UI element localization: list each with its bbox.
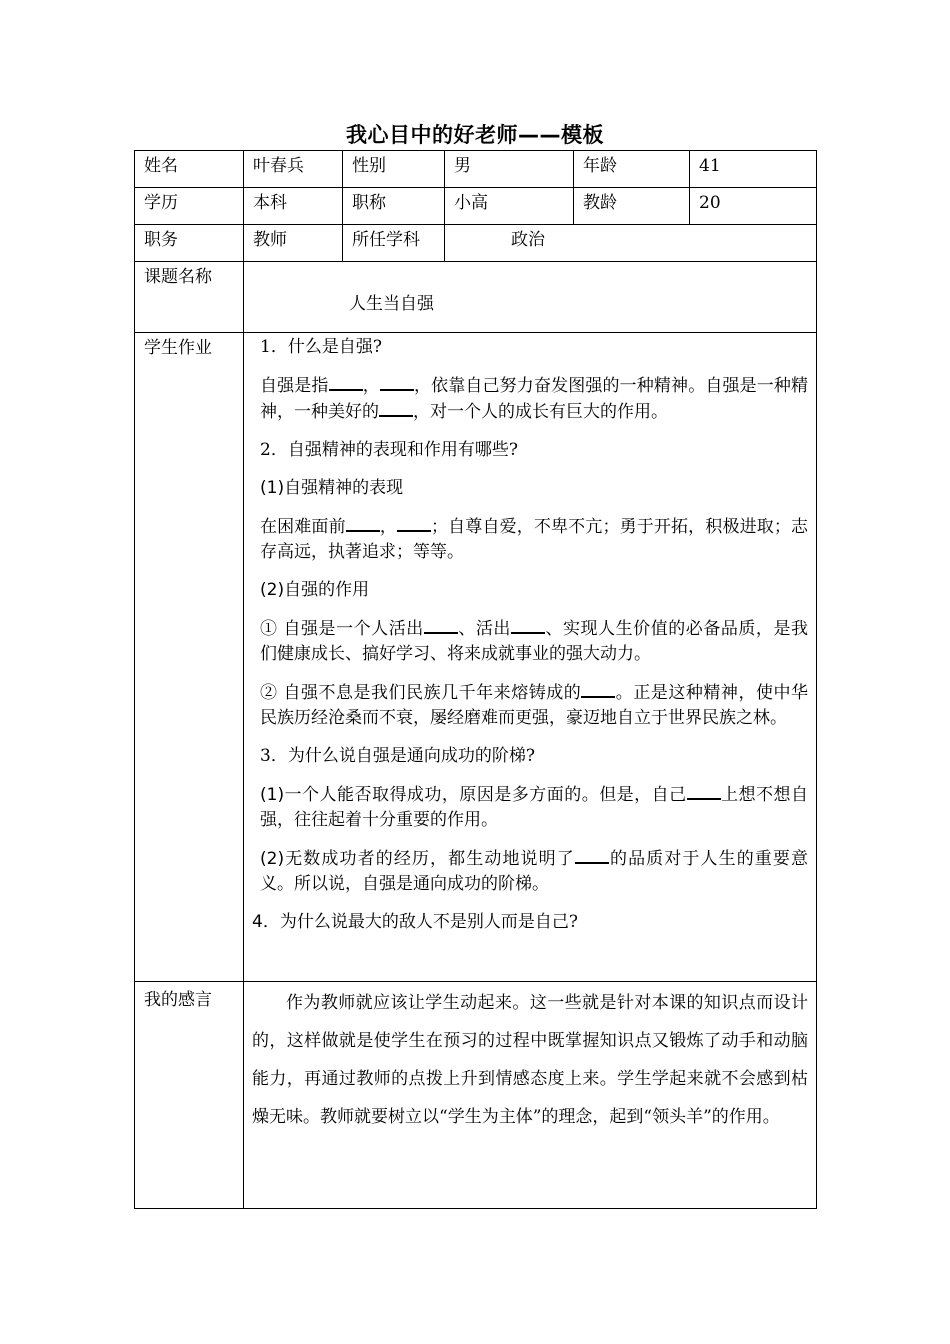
question-4: 4．为什么说最大的敌人不是别人而是自己? (252, 912, 578, 932)
gender-label: 性别 (352, 156, 386, 176)
gender-value: 男 (454, 156, 471, 176)
answer-3-1: (1)一个人能否取得成功，原因是多方面的。但是，自己 上想不想自强，往往起着十分重要的作用。 (252, 782, 808, 833)
table-row (135, 151, 817, 188)
question-1: 1．什么是自强? (260, 337, 382, 357)
teaching-years-label: 教龄 (583, 193, 617, 213)
topic-label: 课题名称 (144, 267, 212, 287)
age-value: 41 (699, 156, 721, 176)
answer-2-2-b: ② 自强不息是我们民族几千年来熔铸成的 。正是这种精神，使中华民族历经沧桑而不衰，屡经磨难而更强，豪迈地自立于世界民族之林。 (252, 680, 808, 731)
subject-label: 所任学科 (352, 230, 420, 250)
teaching-years-value: 20 (699, 193, 721, 213)
answer-2-2-a: ① 自强是一个人活出 、活出 、实现人生价值的必备品质，是我们健康成长、搞好学习、将来成就事业的强大动力。 (252, 616, 808, 667)
feelings-label: 我的感言 (144, 990, 212, 1010)
fill-blank[interactable] (346, 514, 380, 532)
feelings-text: 作为教师就应该让学生动起来。这一些就是针对本课的知识点而设计的，这样做就是使学生在预习的过程中既掌握知识点又锻炼了动手和动脑能力，再通过教师的点拨上升到情感态度上来。学生学起来就不会感到枯燥无味。教师就要树立以“学生为主体”的理念，起到“领头羊”的作用。 (252, 993, 808, 1127)
answer-1: 自强是指 ， ，依靠自己努力奋发图强的一种精神。自强是一种精神，一种美好的 ，对一个人的成长有巨大的作用。 (252, 373, 808, 425)
subquestion-2-2: (2)自强的作用 (260, 580, 370, 600)
fill-blank[interactable] (397, 514, 431, 532)
subquestion-2-1: (1)自强精神的表现 (260, 478, 404, 498)
age-label: 年龄 (583, 156, 617, 176)
education-value: 本科 (253, 193, 287, 213)
fill-blank[interactable] (379, 399, 413, 417)
table-row (135, 225, 817, 262)
subject-value: 政治 (511, 230, 545, 250)
homework-label: 学生作业 (144, 338, 212, 358)
homework-content (244, 333, 816, 935)
document-title: 我心目中的好老师——模板 (346, 123, 604, 147)
fill-blank[interactable] (380, 373, 414, 391)
name-value: 叶春兵 (253, 156, 304, 176)
table-row (135, 262, 817, 333)
answer-2-1: 在困难面前 ， ；自尊自爱，不卑不亢；勇于开拓，积极进取；志存高远，执著追求；等等。 (252, 514, 808, 565)
fill-blank[interactable] (511, 616, 545, 634)
title-rank-value: 小高 (454, 193, 488, 213)
name-label: 姓名 (144, 156, 178, 176)
table-row (135, 188, 817, 225)
fill-blank[interactable] (581, 680, 615, 698)
answer-3-2: (2)无数成功者的经历，都生动地说明了 的品质对于人生的重要意义。所以说，自强是通向成功的阶梯。 (252, 846, 808, 897)
question-3: 3．为什么说自强是通向成功的阶梯? (260, 746, 535, 766)
question-2: 2．自强精神的表现和作用有哪些? (260, 440, 518, 460)
fill-blank[interactable] (687, 782, 721, 800)
fill-blank[interactable] (424, 616, 458, 634)
duty-value: 教师 (253, 230, 287, 250)
topic-value: 人生当自强 (349, 294, 434, 314)
fill-blank[interactable] (329, 373, 363, 391)
teacher-info-table (134, 150, 817, 1209)
table-row (135, 982, 817, 1209)
title-rank-label: 职称 (352, 193, 386, 213)
table-row (135, 333, 817, 982)
fill-blank[interactable] (575, 846, 609, 864)
duty-label: 职务 (144, 230, 178, 250)
education-label: 学历 (144, 193, 178, 213)
